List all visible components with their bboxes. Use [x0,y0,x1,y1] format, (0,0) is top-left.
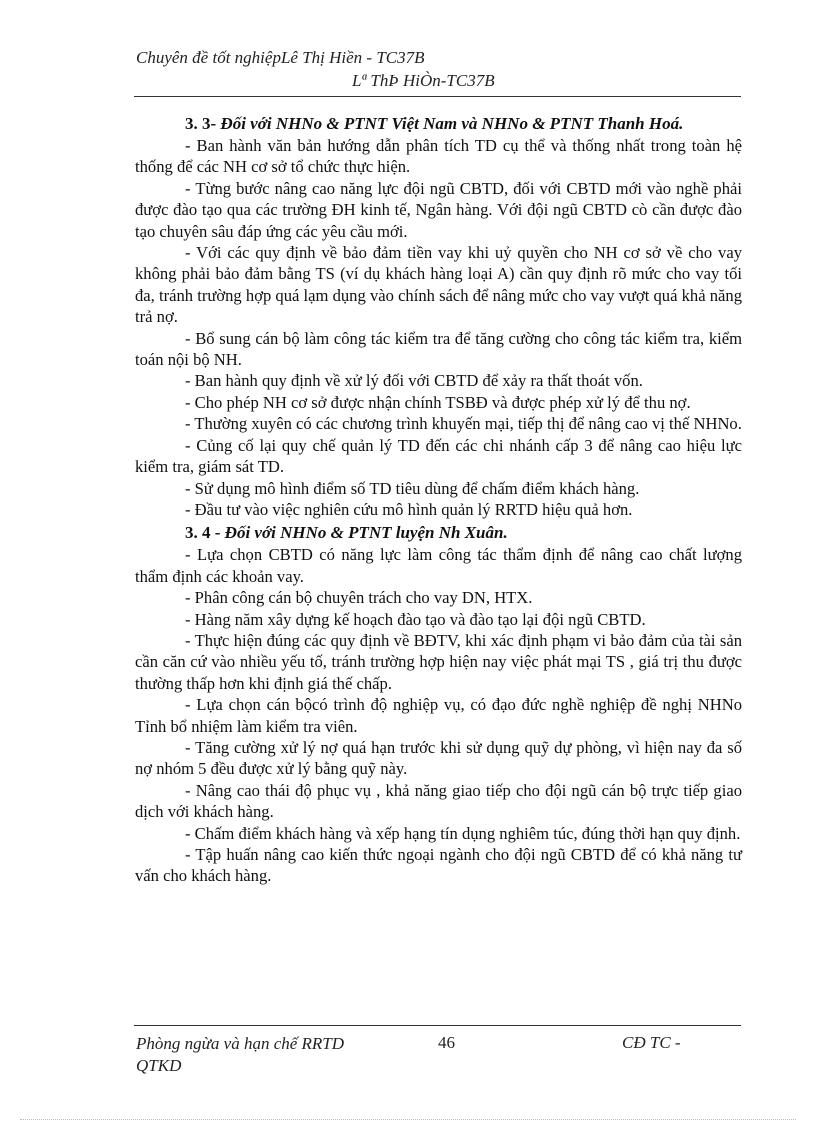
footer-topic: Phòng ngừa và hạn chế RRTD QTKD [136,1034,345,1075]
paragraph: - Từng bước nâng cao năng lực đội ngũ CBTD, đối với CBTD mới vào nghề phải được đào tạo qua các trường ĐH kinh tế, Ngân hàng. Với đội ngũ CBTD cò cần được đào tạo chuyên sâu đáp ứng các yêu cầu mới. [135,178,742,241]
paragraph: - Nâng cao thái độ phục vụ , khả năng giao tiếp cho đội ngũ cán bộ trực tiếp giao dịch với khách hàng. [135,780,742,822]
paragraph: - Bổ sung cán bộ làm công tác kiểm tra để tăng cường cho công tác kiểm tra, kiểm toán nội bộ NH. [135,328,742,370]
paragraph: - Thường xuyên có các chương trình khuyến mại, tiếp thị để nâng cao vị thế NHNo. [185,414,742,434]
section-number: 3. 4 - [185,523,221,543]
section-heading-3-3 [135,113,742,135]
paragraph: - Cho phép NH cơ sở được nhận chính TSBĐ và được phép xử lý để thu nợ. [185,392,691,412]
header-divider [134,96,741,97]
page-bottom-dotted-border [20,1119,796,1120]
paragraph: - Tăng cường xử lý nợ quá hạn trước khi sử dụng quỹ dự phòng, vì hiện nay đa số nợ nhóm 5 đều được xử lý bằng quỹ này. [135,737,742,779]
paragraph: - Ban hành văn bản hướng dẫn phân tích TD cụ thể và thống nhất trong toàn hệ thống để các NH cơ sở tổ chức thực hiện. [135,136,742,177]
main-content [135,108,742,887]
paragraph: - Với các quy định về bảo đảm tiền vay khi uỷ quyền cho NH cơ sở về cho vay không phải bảo đảm bằng TS (ví dụ khách hàng loại A) cần quy định rõ mức cho vay tối đa, tránh trường hợp quá lạm dụng vào chính sách để nâng mức cho vay vượt quá khả năng trả nợ. [135,243,742,327]
paragraph: - Đầu tư vào việc nghiên cứu mô hình quản lý RRTD hiệu quả hơn. [185,499,633,519]
paragraph: - Sử dụng mô hình điểm số TD tiêu dùng để chấm điểm khách hàng. [185,478,640,498]
paragraph: - Lựa chọn CBTD có năng lực làm công tác thẩm định để nâng cao chất lượng thẩm định các khoản vay. [135,545,742,586]
section-title: Đối với NHNo & PTNT luyện Nh Xuân. [224,523,508,543]
paragraph: - Lựa chọn cán bộcó trình độ nghiệp vụ, có đạo đức nghề nghiệp đề nghị NHNo Tỉnh bổ nhiệm làm kiểm tra viên. [135,695,742,736]
footer-department: CĐ TC - [622,1033,681,1052]
paragraph: - Ban hành quy định về xử lý đối với CBTD để xảy ra thất thoát vốn. [185,371,643,391]
section-number: 3. 3- [185,114,217,133]
section-title: Đối với NHNo & PTNT Việt Nam và NHNo & PTNT Thanh Hoá. [220,114,684,133]
paragraph: - Phân công cán bộ chuyên trách cho vay DN, HTX. [185,588,533,608]
header-title: Chuyên đề tốt nghiệpLê Thị Hiền - TC37B [136,48,425,67]
footer-divider [134,1025,741,1026]
paragraph: - Thực hiện đúng các quy định về BĐTV, khi xác định phạm vi bảo đảm của tài sản cần căn cứ vào nhiều yếu tố, tránh trường hợp hiện nay việc phát mại TS , giá trị thu được thường thấp hơn khi định giá thế chấp. [135,630,742,693]
paragraph: - Hàng năm xây dựng kế hoạch đào tạo và đào tạo lại đội ngũ CBTD. [185,609,646,629]
section-heading-3-4 [135,522,742,544]
paragraph: - Chấm điểm khách hàng và xếp hạng tín dụng nghiêm túc, đúng thời hạn quy định. [185,823,741,843]
header-author-legacy-encoding: Lª ThÞ HiÒn-TC37B [352,71,495,90]
paragraph: - Củng cố lại quy chế quản lý TD đến các chi nhánh cấp 3 để nâng cao hiệu lực kiểm tra, giám sát TD. [135,435,742,477]
page-number: 46 [438,1033,455,1052]
paragraph: - Tập huấn nâng cao kiến thức ngoại ngành cho đội ngũ CBTD để có khả năng tư vấn cho khách hàng. [135,845,742,886]
